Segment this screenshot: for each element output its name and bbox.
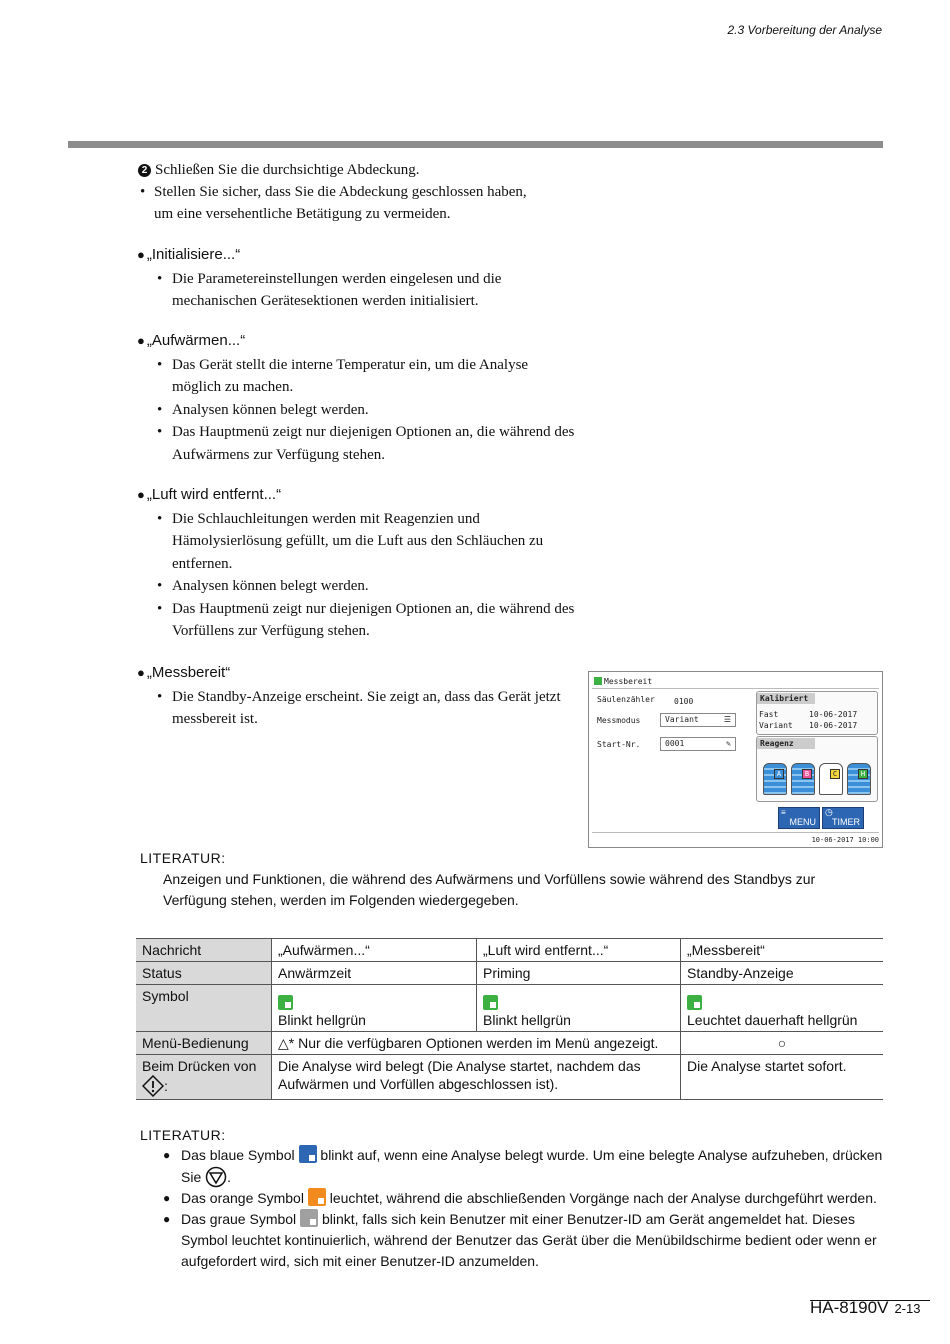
literatur-label: LITERATUR: [140,850,226,866]
table-cell: Die Analyse startet sofort. [681,1055,884,1100]
pencil-icon: ✎ [726,739,731,748]
section-title: ● „Initialisiere...“ [137,244,577,267]
row-label: Symbol [136,985,272,1032]
section-bullet: • Das Hauptmenü zeigt nur diejenigen Optionen an, die während des Vorfüllens zur Verfügung stehen. [137,598,577,643]
reagent-tab: Reagenz [757,738,815,749]
start-label: Start-Nr. [597,740,641,749]
table-cell: „Messbereit“ [681,939,884,962]
table-cell: „Luft wird entfernt...“ [477,939,681,962]
mode-label: Messmodus [597,716,641,725]
section-luft [137,484,577,643]
section-messbereit [137,662,567,731]
datetime: 10-06-2017 10:00 [811,836,879,844]
column-counter-value: 0100 [674,697,694,706]
step-2 [138,159,527,225]
section-rule [68,141,883,148]
section-initialisiere [137,244,577,313]
table-cell: Blinkt hellgrün [477,985,681,1032]
screen-title: Messbereit [594,677,652,686]
table-cell: Standby-Anzeige [681,962,884,985]
section-title: ● „Luft wird entfernt...“ [137,484,577,507]
cal-name: Fast [759,710,779,719]
section-bullet: • Das Gerät stellt die interne Temperatur ein, um die Analyse möglich zu machen. [137,354,577,399]
row-label: Beim Drücken von : [136,1055,272,1100]
table-cell: Priming [477,962,681,985]
section-bullet: • Analysen können belegt werden. [137,575,577,598]
section-title: ● „Aufwärmen...“ [137,330,577,353]
column-counter-label: Säulenzähler [597,695,655,704]
gray-status-icon [300,1209,318,1227]
green-status-icon [483,995,498,1010]
green-status-icon [687,995,702,1010]
bottle-h: H [847,763,871,795]
row-label: Nachricht [136,939,272,962]
section-bullet: • Die Parametereinstellungen werden eingelesen und die mechanischen Gerätesektionen werden initialisiert. [137,268,577,313]
stop-key-icon [205,1166,227,1188]
status-symbol-icon [594,677,602,685]
green-status-icon [278,995,293,1010]
table-cell: △* Nur die verfügbaren Optionen werden im Menü angezeigt. [272,1032,681,1055]
start-key-icon [142,1075,164,1097]
step-text: Schließen Sie die durchsichtige Abdeckung. [155,162,420,178]
table-row [136,962,883,985]
start-field[interactable]: 0001 ✎ [660,737,736,751]
list-icon: ☰ [723,715,731,724]
reagent-panel[interactable] [756,736,878,802]
cal-date: 10-06-2017 [809,710,858,719]
divider [592,688,879,689]
list-item: ● Das graue Symbol blinkt, falls sich kein Benutzer mit einer Benutzer-ID am Gerät angemeldet hat. Dieses Symbol leuchtet kontinuierlich, während der Benutzer das Gerät über die Menübildschirme bedient oder wenn er aufgefordert wird, sich mit einer Benutzer-ID anzumelden. [163,1209,883,1272]
blue-status-icon [299,1145,317,1163]
table-row [136,1032,883,1055]
table-cell: Anwärmzeit [272,962,477,985]
literatur-list [163,1145,883,1272]
table-cell: Die Analyse wird belegt (Die Analyse startet, nachdem das Aufwärmen und Vorfüllen abgeschlossen ist). [272,1055,681,1100]
table-cell: Leuchtet dauerhaft hellgrün [681,985,884,1032]
menu-button[interactable]: ≡ MENU [778,807,820,829]
calibrated-tab: Kalibriert [757,693,815,704]
list-item: ● Das blaue Symbol blinkt auf, wenn eine Analyse belegt wurde. Um eine belegte Analyse aufzuheben, drücken Sie . [163,1145,883,1188]
step-number: 2 [138,164,151,177]
section-bullet: • Die Standby-Anzeige erscheint. Sie zeigt an, dass das Gerät jetzt messbereit ist. [137,686,567,731]
row-label: Menü-Bedienung [136,1032,272,1055]
orange-status-icon [308,1188,326,1206]
calibrated-panel [756,691,878,735]
bottle-b: B [791,763,815,795]
table-cell: „Aufwärmen...“ [272,939,477,962]
clock-icon: ◷ [825,807,833,817]
section-bullet: • Analysen können belegt werden. [137,399,577,422]
section-title: ● „Messbereit“ [137,662,567,685]
literatur-label-2: LITERATUR: [140,1127,226,1143]
cal-name: Variant [759,721,793,730]
divider [592,832,879,833]
literatur-text: Anzeigen und Funktionen, die während des Aufwärmens und Vorfüllens sowie während des Standbys zur Verfügung stehen, werden im Folgenden wiedergegeben. [163,871,816,908]
section-bullet: • Das Hauptmenü zeigt nur diejenigen Optionen an, die während des Aufwärmens zur Verfügung stehen. [137,421,577,466]
step-bullet: • Stellen Sie sicher, dass Sie die Abdeckung geschlossen haben, um eine versehentliche Betätigung zu vermeiden. [138,181,527,225]
bottle-a: A [763,763,787,795]
page-footer: HA-8190V 2-13 [810,1298,921,1317]
cal-date: 10-06-2017 [809,721,858,730]
timer-button[interactable]: ◷ TIMER [822,807,864,829]
section-bullet: • Die Schlauchleitungen werden mit Reagenzien und Hämolysierlösung gefüllt, um die Luft aus den Schläuchen zu entfernen. [137,508,577,576]
row-label: Status [136,962,272,985]
table-cell: Blinkt hellgrün [272,985,477,1032]
list-item: ● Das orange Symbol leuchtet, während die abschließenden Vorgänge nach der Analyse durchgeführt werden. [163,1188,883,1209]
bottle-c: C [819,763,843,795]
menu-icon: ≡ [781,808,786,817]
table-row [136,1055,883,1100]
running-header: 2.3 Vorbereitung der Analyse [727,23,882,37]
table-cell: ○ [681,1032,884,1055]
table-row [136,939,883,962]
standby-screen [588,671,883,848]
section-aufwaermen [137,330,577,466]
table-row [136,985,883,1032]
status-table [136,938,883,1100]
mode-field[interactable]: Variant ☰ [660,713,736,727]
